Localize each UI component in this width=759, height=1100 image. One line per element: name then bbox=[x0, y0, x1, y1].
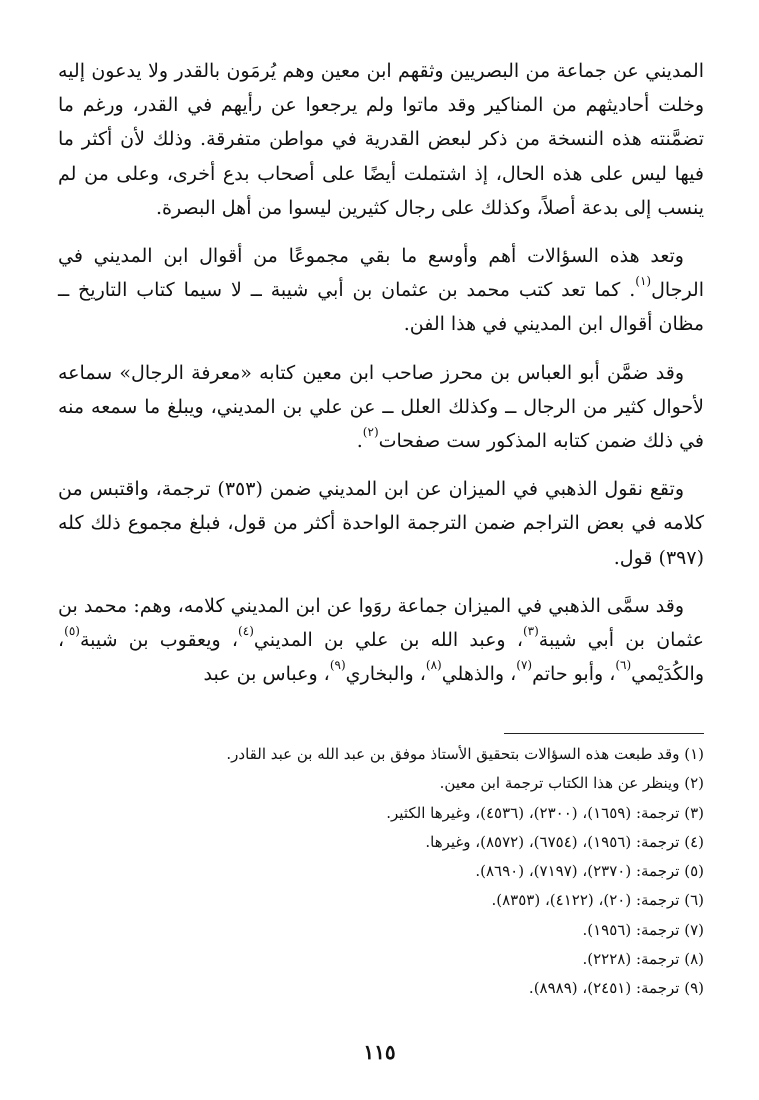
paragraph-text: . كما تعد كتب محمد بن عثمان بن أبي شيبة ــ لا سيما كتاب التاريخ ــ مظان أقوال ابن المديني في هذا الفن. bbox=[58, 279, 704, 336]
footnote-marker: (٢) bbox=[362, 425, 379, 440]
paragraph bbox=[58, 356, 704, 459]
paragraph-text: ، والذهلي bbox=[441, 663, 517, 686]
footnote-marker: (١) bbox=[635, 274, 652, 289]
paragraph-text: وتقع نقول الذهبي في الميزان عن ابن المديني ضمن (٣٥٣) ترجمة، واقتبس من كلامه في بعض التراجم ضمن الترجمة الواحدة أكثر من قول، فبلغ مجموع ذلك كله (٣٩٧) قول. bbox=[58, 478, 704, 569]
footnote-separator bbox=[504, 733, 704, 734]
footnote: (٥) ترجمة: (٢٣٧٠)، (٧١٩٧)، (٨٦٩٠). bbox=[475, 862, 704, 881]
footnote-marker: (٤) bbox=[238, 624, 254, 639]
paragraph bbox=[58, 589, 704, 692]
paragraph-text: ، وعباس بن عبد bbox=[203, 663, 330, 686]
paragraph-text: ، وعبد الله بن علي بن المديني bbox=[253, 629, 523, 652]
footnotes bbox=[58, 740, 704, 1004]
footnote-marker: (٩) bbox=[329, 658, 346, 673]
paragraph-text: ، والكُدَيْمي bbox=[58, 629, 704, 686]
footnote: (٩) ترجمة: (٢٤٥١)، (٨٩٨٩). bbox=[528, 979, 704, 998]
body-text bbox=[58, 54, 704, 705]
paragraph-text: وقد ضمَّن أبو العباس بن محرز صاحب ابن معين كتابه «معرفة الرجال» سماعه لأحوال كثير من الرجال ــ وكذلك العلل ــ عن علي بن المديني، ويبلغ ما سمعه منه في ذلك ضمن كتابه المذكور ست صفحات bbox=[58, 361, 704, 453]
paragraph-text: وتعد هذه السؤالات أهم وأوسع ما بقي مجموعًا من أقوال ابن المديني في الرجال bbox=[58, 245, 704, 302]
paragraph-text: المديني عن جماعة من البصريين وثقهم ابن معين وهم يُرمَون بالقدر ولا يدعون إليه وخلت أحاديثهم من المناكير وقد ماتوا ولم يرجعوا عن رأيهم في القدر، ورغم ما تضمَّنته هذه النسخة من ذكر لبعض القدرية في مواطن متفرقة. وذلك لأن أكثر ما فيها ليس على هذه الحال، إذ اشتملت أيضًا على أصحاب بدع أخرى، وعلى من لم ينسب إلى بدعة أصلاً، وكذلك على رجال كثيرين ليسوا من أهل البصرة. bbox=[58, 60, 704, 219]
footnote: (١) وقد طبعت هذه السؤالات بتحقيق الأستاذ موفق بن عبد الله بن عبد القادر. bbox=[226, 745, 704, 763]
footnote: (٧) ترجمة: (١٩٥٦). bbox=[582, 920, 704, 939]
paragraph bbox=[58, 472, 704, 575]
paragraph-text: ، ويعقوب بن شيبة bbox=[79, 629, 239, 652]
page-number: ١١٥ bbox=[363, 1040, 396, 1064]
paragraph bbox=[58, 54, 704, 225]
footnote: (٢) وينظر عن هذا الكتاب ترجمة ابن معين. bbox=[439, 774, 704, 793]
footnote-marker: (٦) bbox=[615, 658, 632, 673]
footnote-marker: (٣) bbox=[522, 624, 539, 639]
footnote: (٨) ترجمة: (٢٢٢٨). bbox=[582, 950, 704, 969]
paragraph-text: ، وأبو حاتم bbox=[532, 663, 616, 686]
footnote: (٦) ترجمة: (٢٠)، (٤١٢٢)، (٨٣٥٣). bbox=[491, 891, 704, 910]
footnote: (٣) ترجمة: (١٦٥٩)، (٢٣٠٠)، (٤٥٣٦)، وغيرها الكثير. bbox=[386, 803, 704, 822]
paragraph-text: . bbox=[356, 430, 363, 453]
footnote: (٤) ترجمة: (١٩٥٦)، (٦٧٥٤)، (٨٥٧٢)، وغيرها. bbox=[425, 832, 704, 851]
paragraph-text: وقد سمَّى الذهبي في الميزان جماعة روَوا عن ابن المديني كلامه، وهم: محمد بن عثمان بن أبي شيبة bbox=[58, 594, 704, 652]
footnote-marker: (٧) bbox=[516, 658, 533, 673]
paragraph bbox=[58, 239, 704, 342]
footnote-marker: (٥) bbox=[64, 624, 80, 639]
footnote-marker: (٨) bbox=[425, 658, 442, 673]
paragraph-text: ، والبخاري bbox=[345, 663, 426, 686]
